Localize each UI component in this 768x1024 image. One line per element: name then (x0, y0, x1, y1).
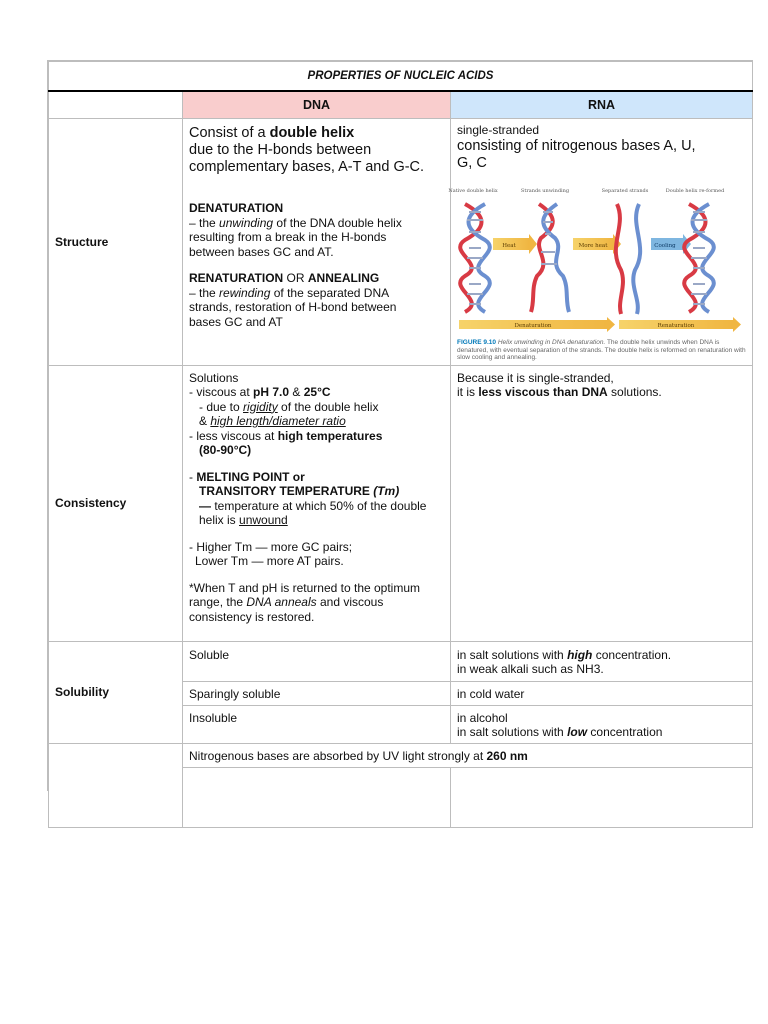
properties-table-sheet (47, 60, 753, 791)
solubility-dna-2: Sparingly soluble (183, 681, 451, 705)
structure-rna-line1: single-stranded (457, 123, 540, 137)
solubility-dna-1: Soluble (183, 641, 451, 681)
consistency-rna-cell (451, 365, 753, 641)
helix-unwinding (531, 204, 569, 312)
arrow-heat-label: Heat (502, 242, 516, 249)
renaturation-title: RENATURATION (189, 271, 284, 285)
structure-dna-line2: due to the H-bonds between (189, 142, 372, 158)
consistency-note: *When T and pH is returned to the optimum (189, 580, 421, 595)
structure-dna-cell (183, 119, 451, 366)
denaturation-block: DENATURATION – the unwinding of the DNA double helix resulting from a break in the H-bonds between bases GC and AT. (189, 201, 402, 259)
row-label-uv (49, 743, 183, 827)
uv-cell: Nitrogenous bases are absorbed by UV light strongly at 260 nm (183, 743, 753, 767)
dna-denaturation-figure (448, 186, 746, 362)
melting-point-title: MELTING POINT or (196, 469, 305, 484)
header-dna: DNA (183, 91, 451, 119)
higher-tm-line: - Higher Tm — more GC pairs; (189, 539, 353, 554)
arrow-more-heat-label: More heat (578, 242, 608, 249)
renaturation-arrow-label: Renaturation (657, 322, 695, 329)
helix-reformed (684, 204, 714, 312)
figure-caption: FIGURE 9.10 Helix unwinding in DNA denaturation. The double helix unwinds when DNA is denatured, with eventual separation of the strands. The double helix is reformed on renaturation with slow cooling and annealing. (457, 339, 746, 361)
row-label-consistency: Consistency (49, 365, 183, 641)
consistency-rna-line2: it is less viscous than DNA solutions. (457, 385, 662, 399)
denaturation-title: DENATURATION (189, 201, 284, 215)
uv-dna-cell (183, 767, 451, 827)
solubility-rna-3: in alcohol in salt solutions with low concentration (451, 705, 753, 743)
fig-label-1: Native double helix (448, 187, 498, 194)
consistency-rna-line1: Because it is single-stranded, (457, 370, 614, 385)
header-rna: RNA (451, 91, 753, 119)
fig-label-2: Strands unwinding (520, 187, 570, 194)
consistency-dna-cell: Solutions - viscous at pH 7.0 & 25°C - due to rigidity of the double helix & high length/diameter ratio - less viscous at high temperatures (80-90°C) - MELTING POINT or TRANSITORY TEMPERATURE (Tm) — temperature at which 50% of the double helix is unwound - Higher Tm — more GC pairs; Lower Tm — more AT pairs. *When T and pH is returned to the optimum range, the DNA anneals and viscous consistency is restored. (183, 365, 451, 641)
denaturation-arrow-label: Denaturation (514, 322, 552, 329)
lower-tm-line: Lower Tm — more AT pairs. (195, 554, 344, 568)
solubility-rna-2: in cold water (451, 681, 753, 705)
uv-rna-cell (451, 767, 753, 827)
arrow-cooling-label: Cooling (654, 242, 676, 249)
header-blank-cell (49, 91, 183, 119)
renaturation-block: RENATURATION OR ANNEALING – the rewinding of the separated DNA strands, restoration of H-bond between bases GC and AT (189, 271, 397, 329)
helix-separated (616, 204, 640, 314)
solubility-rna-1: in salt solutions with high concentration. in weak alkali such as NH3. (451, 641, 753, 681)
structure-rna-line3: G, C (457, 154, 487, 171)
fig-label-3: Separated strands (601, 187, 649, 194)
properties-table (48, 61, 753, 828)
helix-figure-graphic (448, 186, 747, 334)
structure-rna-cell (448, 119, 753, 366)
solubility-dna-3: Insoluble (183, 705, 451, 743)
structure-rna-line2: consisting of nitrogenous bases A, U, (457, 137, 696, 154)
helix-native (460, 204, 490, 312)
structure-dna-line3: complementary bases, A-T and G-C. (189, 159, 425, 175)
table-title: PROPERTIES OF NUCLEIC ACIDS (49, 62, 753, 92)
consistency-solutions: Solutions (189, 370, 239, 385)
structure-dna-line1: Consist of a double helix (189, 125, 355, 141)
row-label-solubility: Solubility (49, 641, 183, 743)
fig-label-4: Double helix re-formed (665, 187, 725, 194)
row-label-structure: Structure (49, 119, 183, 366)
